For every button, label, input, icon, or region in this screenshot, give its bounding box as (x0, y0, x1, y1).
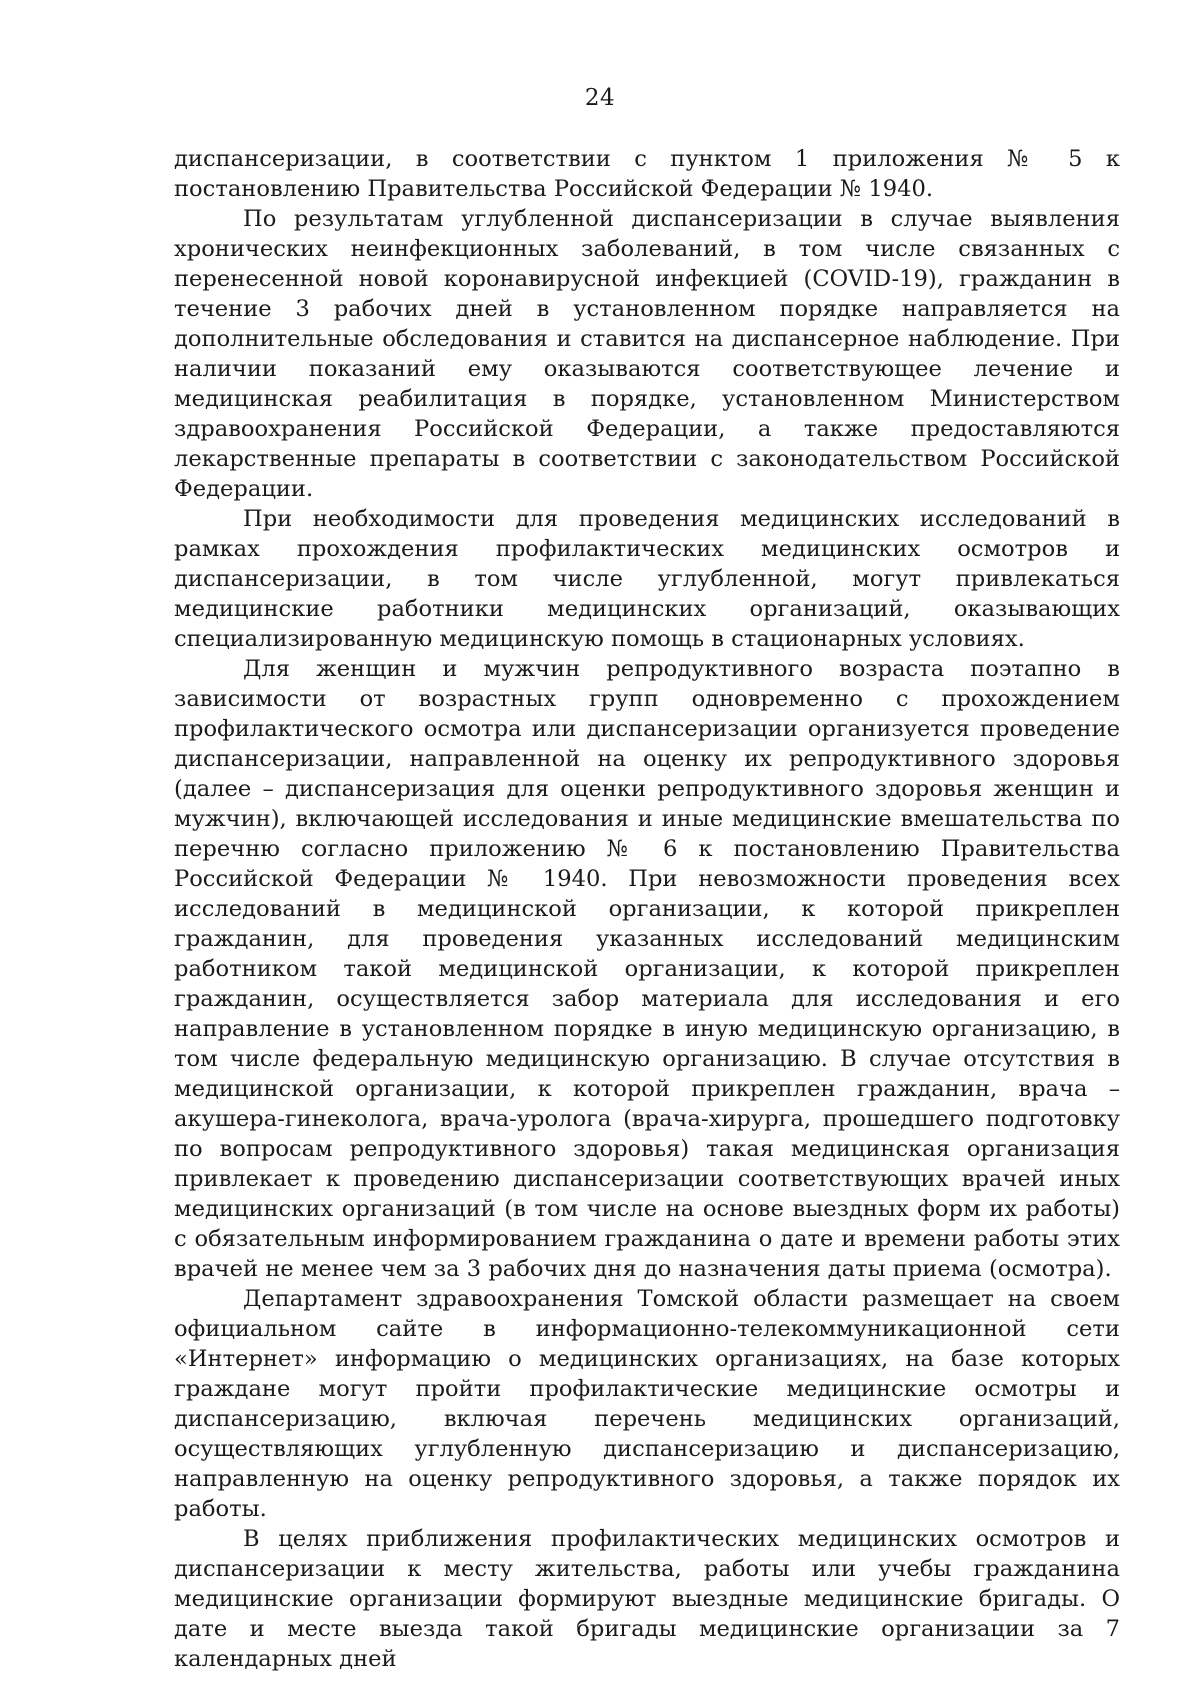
page-number: 24 (584, 85, 616, 111)
paragraph-in-depth-dispensary-results: По результатам углубленной диспансеризации в случае выявления хронических неинфекционных заболеваний, в том числе связанных с перенесенной новой коронавирусной инфекцией (COVID-19), гражданин в течение 3 рабочих дней в установленном порядке направляется на дополнительные обследования и ставится на диспансерное наблюдение. При наличии показаний ему оказываются соответствующее лечение и медицинская реабилитация в порядке, установленном Министерством здравоохранения Российской Федерации, а также предоставляются лекарственные препараты в соответствии с законодательством Российской Федерации. (174, 206, 1120, 502)
paragraph-reproductive-health: Для женщин и мужчин репродуктивного возраста поэтапно в зависимости от возрастных групп одновременно с прохождением профилактического осмотра или диспансеризации организуется проведение диспансеризации, направленной на оценку их репродуктивного здоровья (далее – диспансеризация для оценки репродуктивного здоровья женщин и мужчин), включающей исследования и иные медицинские вмешательства по перечню согласно приложению № 6 к постановлению Правительства Российской Федерации № 1940. При невозможности проведения всех исследований в медицинской организации, к которой прикреплен гражданин, для проведения указанных исследований медицинским работником такой медицинской организации, к которой прикреплен гражданин, осуществляется забор материала для исследования и его направление в установленном порядке в иную медицинскую организацию, в том числе федеральную медицинскую организацию. В случае отсутствия в медицинской организации, к которой прикреплен гражданин, врача – акушера-гинеколога, врача-уролога (врача-хирурга, прошедшего подготовку по вопросам репродуктивного здоровья) такая медицинская организация привлекает к проведению диспансеризации соответствующих врачей иных медицинских организаций (в том числе на основе выездных форм их работы) с обязательным информированием гражданина о дате и времени работы этих врачей не менее чем за 3 рабочих дня до назначения даты приема (осмотра). (174, 656, 1120, 1282)
paragraph-continuation: диспансеризации, в соответствии с пунктом 1 приложения № 5 к постановлению Правительства Российской Федерации № 1940. (174, 146, 1120, 202)
document-body (174, 144, 1120, 1674)
paragraph-mobile-brigades: В целях приближения профилактических медицинских осмотров и диспансеризации к месту жительства, работы или учебы гражданина медицинские организации формируют выездные медицинские бригады. О дате и месте выезда такой бригады медицинские организации за 7 календарных дней (174, 1526, 1120, 1672)
paragraph-department-information: Департамент здравоохранения Томской области размещает на своем официальном сайте в информационно-телекоммуникационной сети «Интернет» информацию о медицинских организациях, на базе которых граждане могут пройти профилактические медицинские осмотры и диспансеризацию, включая перечень медицинских организаций, осуществляющих углубленную диспансеризацию и диспансеризацию, направленную на оценку репродуктивного здоровья, а также порядок их работы. (174, 1286, 1120, 1522)
paragraph-involving-specialists: При необходимости для проведения медицинских исследований в рамках прохождения профилактических медицинских осмотров и диспансеризации, в том числе углубленной, могут привлекаться медицинские работники медицинских организаций, оказывающих специализированную медицинскую помощь в стационарных условиях. (174, 506, 1120, 652)
